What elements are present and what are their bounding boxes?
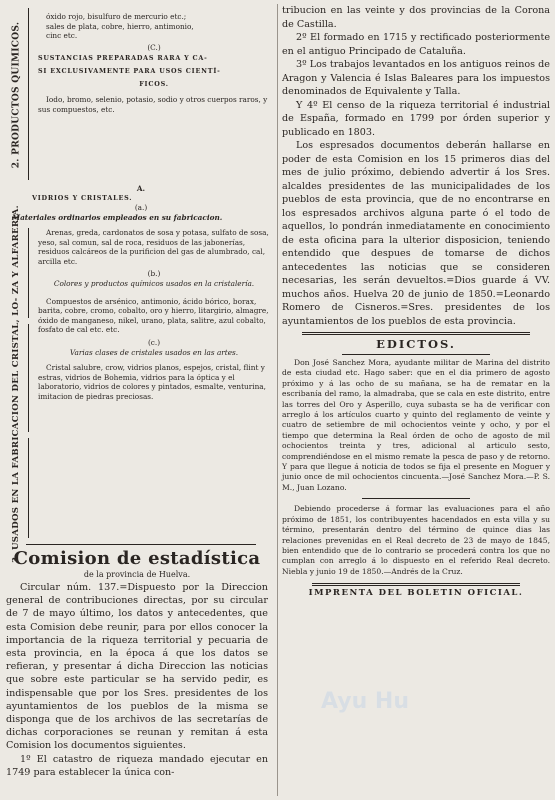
comision-paragraph-1: Circular núm. 137.=Dispuesto por la Direccion general de contribuciones directas, por su circular de 7 de mayo último, los datos y antecedentes, que esta Comision debe reunir, para por ellos conocer la importancia de la riqueza territorial y pecuaria de esta provincia, en la época á que los datos se refieran, y presentar á dicha Direccion las noticias que sobre este particular se ha servido pedir, es indispensable que por los Sres. presidentes de los ayuntamientos de los pueblos de la misma se disponga que de los archivos de las secretarías de dichas corporaciones se reunan y remitan á esta Comision los documentos siguientes.: [6, 582, 268, 752]
comision-title: Comision de estadística: [13, 548, 261, 569]
section-3-a-sub: (a.): [134, 203, 148, 213]
comision-paragraph-2: 1º El catastro de riqueza mandado ejecutar en 1749 para establecer la única con-: [6, 753, 268, 778]
column-rule: [277, 4, 278, 796]
section-2-heading-3: FICOS.: [139, 79, 169, 88]
section-3-label: 3. USADOS EN LA FABRICACION DEL CRISTAL, LO- ZA Y ALFARERIA.: [11, 205, 21, 563]
right-paragraph-4: Y 4º El censo de la riqueza territorial é industrial de España, formado en 1799 por órden superior y publicado en 1803.: [282, 99, 550, 138]
section-2-line-3: cinc etc.: [46, 31, 78, 41]
section-2-label: 2. PRODUCTOS QUIMICOS.: [11, 21, 21, 169]
right-paragraph-1: tribucion en las veinte y dos provincias de la Corona de Castilla.: [282, 5, 550, 30]
left-divider: [26, 544, 256, 545]
edictos-title: EDICTOS.: [376, 337, 456, 351]
right-paragraph-3: 3º Los trabajos levantados en los antiguos reinos de Aragon y Valencia é Islas Baleares para los impuestos denominados de Equivalente y Talla.: [282, 59, 550, 97]
comision-subtitle: de la provincia de Huelva.: [83, 570, 191, 579]
section-3-b: (b.): [147, 269, 161, 279]
section-3-b-body: Compuestos de arsénico, antimonio, ácido bórico, borax, barita, cobre, cromo, cobalto, oro y hierro, litargirio, almagre, óxido de manganeso, nikel, urano, plata, salitre, azul cobalto, fosfato de cal etc. etc.: [38, 296, 269, 335]
section-3-materials: Materiales ordinarios empleados en su fabricacion.: [12, 212, 223, 222]
section-3-b-bracket: [28, 324, 35, 432]
comision-section: [6, 548, 268, 779]
section-3-a-title: VIDRIOS Y CRISTALES.: [32, 193, 133, 202]
edicto-2: Debiendo procederse á formar las evaluaciones para el año próximo de 1851, los contribuyentes hacendados en esta villa y su término, presentarán dentro del término de quince dias las relaciones prevenidas en el Real decreto de 23 de mayo de 1845, bien entendido que de lo contrario se procederá contra los que no cumplan con arreglo á lo dispuesto en el referido Real decreto. Niebla y junio 19 de 1850.—Andrés de la Cruz.: [282, 504, 550, 576]
section-3-c-body: Cristal salubre, crow, vidrios planos, espejos, cristal, flint y estras, vidrios de Bohemia, vidrios para la óptica y el laboratorio, vidrios de colores y pintados, esmalte, venturina, imitacion de piedras preciosas.: [38, 363, 266, 401]
section-2-line-1: óxido rojo, bisulfuro de mercurio etc.;: [46, 12, 187, 21]
section-3-c: (c.): [147, 337, 161, 347]
section-2-body: Iodo, bromo, selenio, potasio, sodio y otros cuerpos raros, y sus compuestos, etc.: [38, 95, 268, 114]
section-3-a-body: Arenas, greda, cardonatos de sosa y potasa, sulfato de sosa, yeso, sal comun, sal de roca, residuos de las jabonerías, residuos calcáreos de la purificion del gas de alumbrado, cal, arcilla etc.: [38, 228, 269, 266]
left-column: [6, 6, 274, 798]
section-3-a-text: [38, 228, 270, 402]
right-body: [282, 4, 550, 328]
imprenta-rule: [312, 583, 520, 586]
imprenta-label: IMPRENTA DEL BOLETIN OFICIAL.: [308, 588, 524, 599]
section-2-bracket: [28, 8, 35, 180]
edictos-rule: [302, 332, 530, 335]
edictos-body: [282, 358, 550, 577]
section-2-text: [38, 12, 270, 114]
right-paragraph-2: 2º El formado en 1715 y rectificado posteriormente en el antiguo Principado de Cataluña.: [282, 32, 550, 57]
section-3-a-bracket: [28, 228, 35, 318]
library-watermark: Ayu Hu: [321, 689, 409, 714]
section-3-header: [12, 184, 270, 222]
edicto-1: Don José Sanchez Mora, ayudante militar de Marina del distrito de esta ciudad etc. Hago saber: que en el dia primero de agosto próximo y á las ocho de su mañana, se ha de rematar en la escribanía del ramo, la almadraba, que se cala en este distrito, entre las torres del Oro y Asperillo, cuya subasta se ha de verificar con arreglo á los artículos cuarto y quinto del reglamento de veinte y cuatro de setiembre de mil ochocientos veinte y ocho, y por el tiempo que determina la Real órden de ocho de agosto de mil ochocientos treinta y tres, adicional al articulo sesto, comprendiéndose en el mismo remate la pesca de paso y de retorno. Y para que llegue á noticia de todos se fija el presente en Moguer y junio once de mil ochocientos cincuenta.—José Sanchez Mora.—P. S. M., Juan Lozano.: [282, 358, 550, 492]
edicto-separator: [362, 498, 470, 499]
section-3-b-title: Colores y productos químicos usados en la cristalería.: [53, 278, 255, 288]
section-2-heading-1: SUSTANCIAS PREPARADAS RARA Y CA-: [38, 54, 208, 63]
section-3-c-bracket: [28, 438, 35, 538]
right-paragraph-5: Los espresados documentos deberán hallarse en poder de esta Comision en los 15 primeros dias del mes de julio próximo, debiendo advertir á los Sres. alcaldes presidentes de las municipalidades de los pueblos de esta provincia, que de no encontrarse en los espresados archivos alguna parte ó el todo de aquellos, lo pondrán inmediatamente en conocimiento de esta oficina para la ulterior disposicion, teniendo entendido que despues de tomarse de dichos antecedentes las noticias que se consideren necesarias, les serán devueltos.=Dios guarde á VV. muchos años. Huelva 20 de junio de 1850.=Leonardo Romero de Cisneros.=Sres. presidentes de los ayuntamientos de los pueblos de esta provincia.: [282, 140, 550, 327]
section-2-heading-2: SI EXCLUSIVAMENTE PARA USOS CIENTÍ-: [38, 66, 221, 75]
right-column: [282, 4, 550, 796]
section-2-c: (C.): [147, 42, 161, 52]
section-3-a: A.: [136, 184, 146, 193]
comision-body: [6, 581, 268, 779]
section-3-c-title: Varias clases de cristales usados en las artes.: [69, 347, 239, 357]
edictos-underline: [342, 354, 490, 355]
section-2-line-2: sales de plata, cobre, hierro, antimonio,: [46, 21, 194, 31]
